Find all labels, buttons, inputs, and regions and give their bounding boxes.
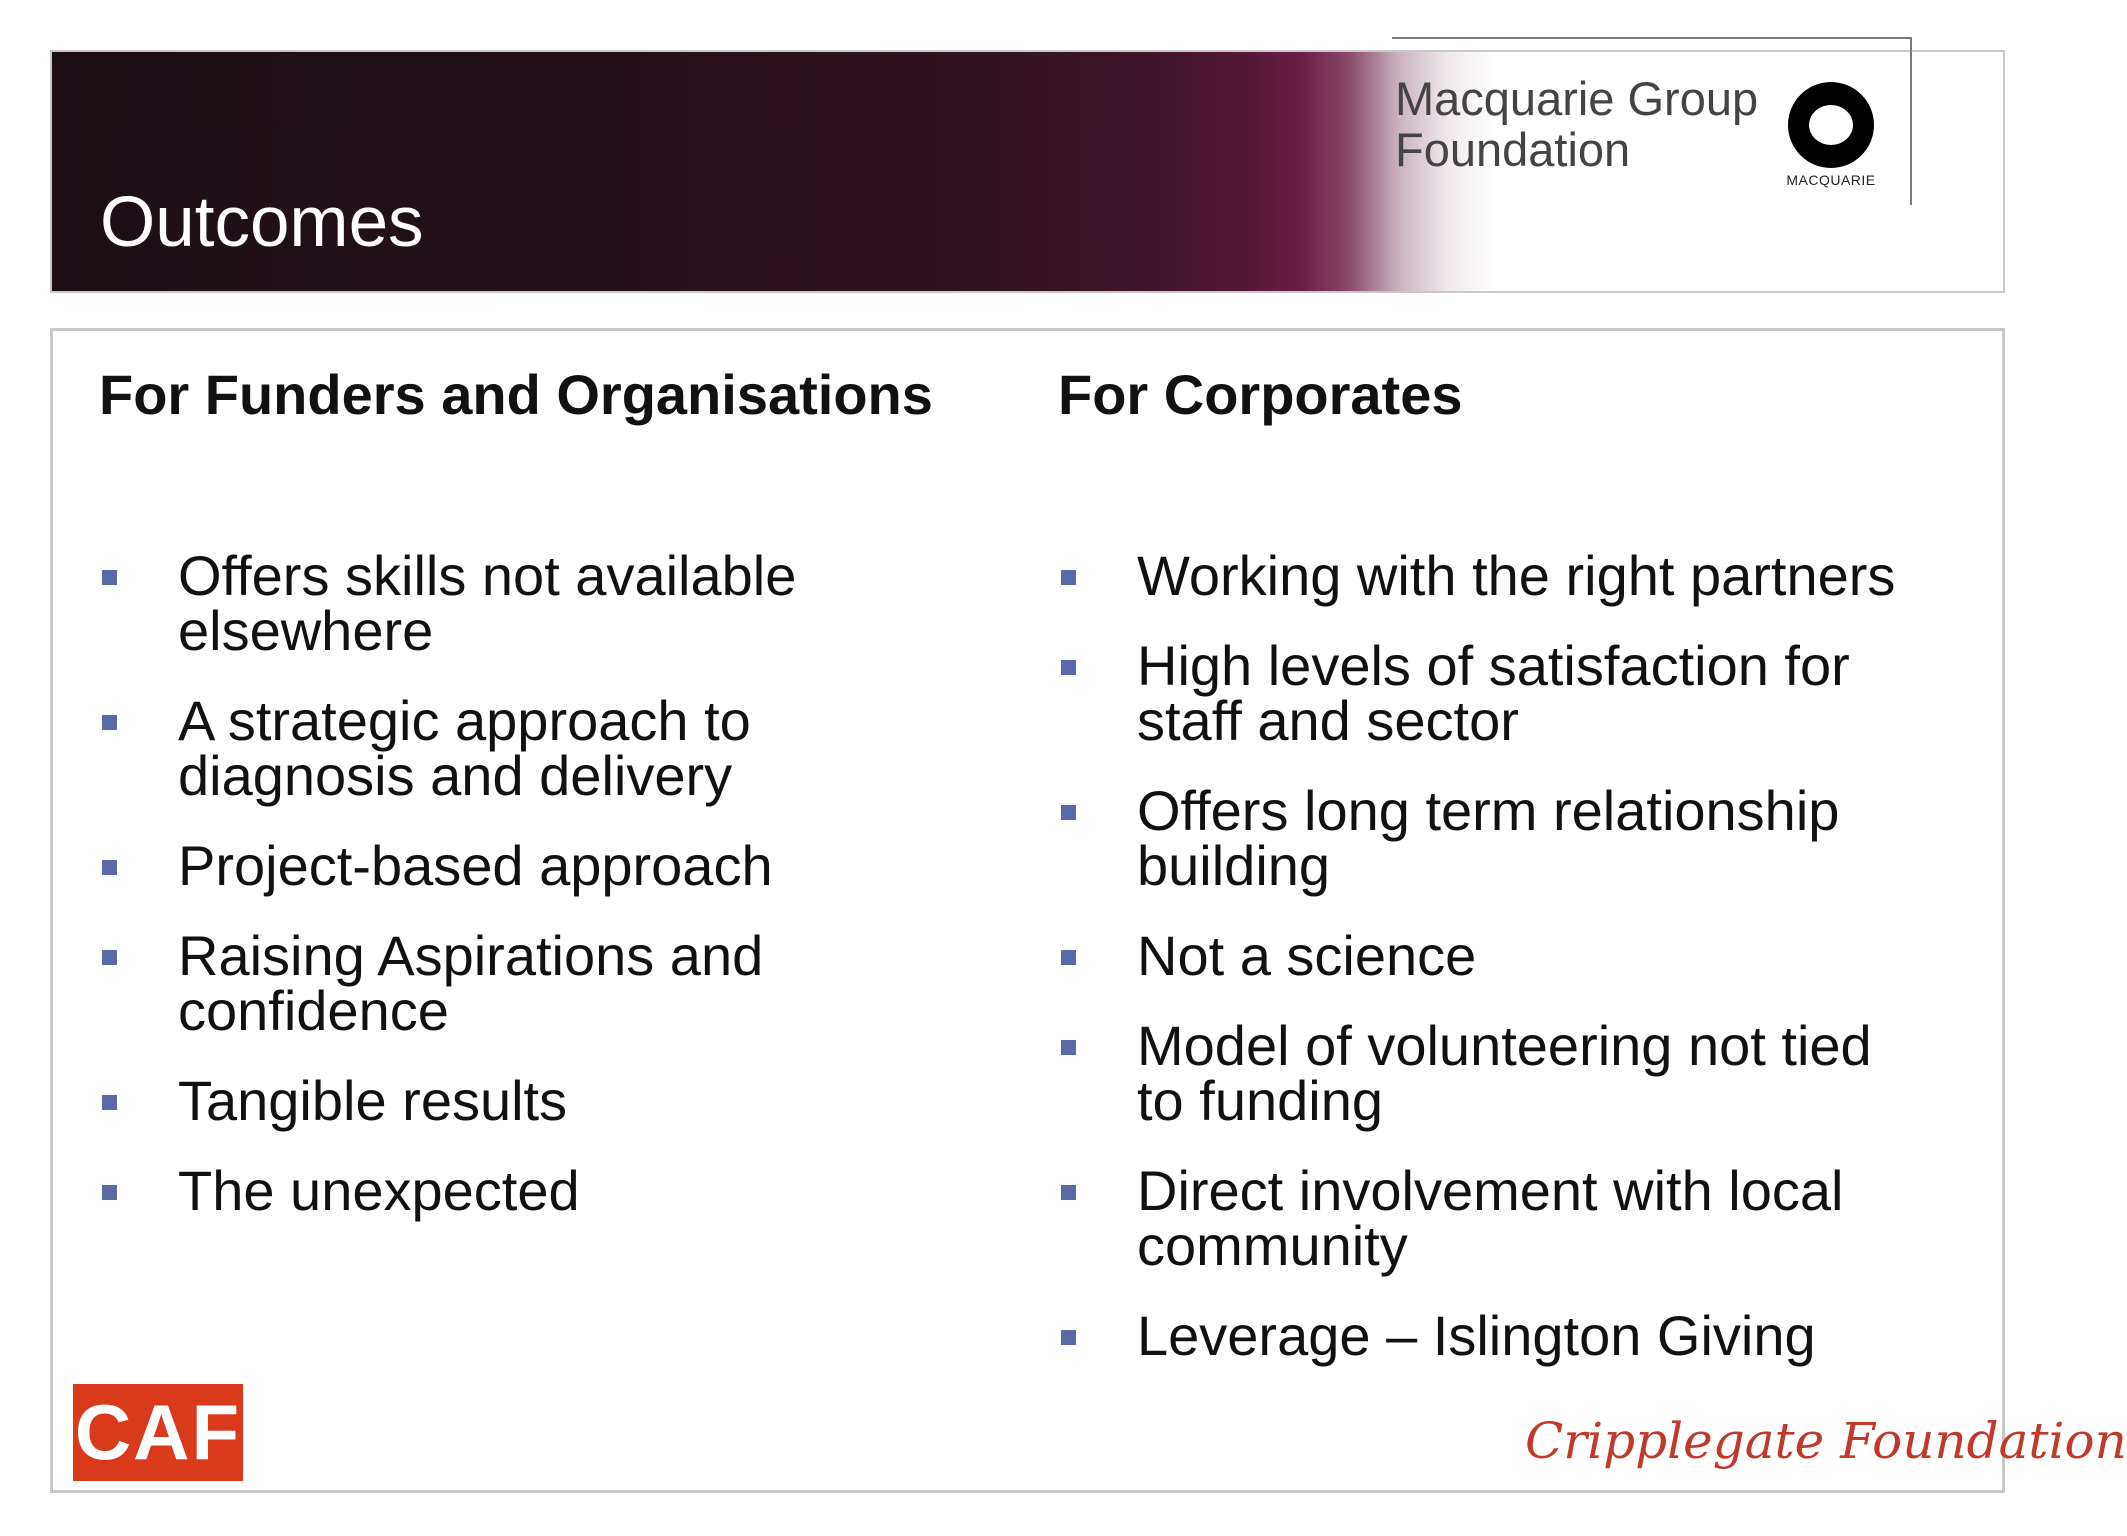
page-title: Outcomes (100, 183, 424, 262)
list-item: Raising Aspirations and confidence (102, 928, 982, 1038)
left-outcome-list (102, 544, 982, 1253)
list-item: Leverage – Islington Giving (1061, 1308, 1991, 1363)
macquarie-ring-icon (1776, 74, 1886, 184)
right-outcome-list (1061, 544, 1991, 1398)
list-item: Project-based approach (102, 838, 982, 893)
list-item: High levels of satisfaction for staff and sector (1061, 638, 1991, 748)
square-bullet-icon (1061, 570, 1076, 585)
list-item: Working with the right partners (1061, 548, 1991, 603)
list-item: A strategic approach to diagnosis and delivery (102, 693, 982, 803)
square-bullet-icon (102, 860, 117, 875)
list-item: Direct involvement with local community (1061, 1163, 1991, 1273)
square-bullet-icon (102, 950, 117, 965)
square-bullet-icon (1061, 1185, 1076, 1200)
cripplegate-logo: Cripplegate Foundation (1525, 1412, 2127, 1470)
list-item: Not a science (1061, 928, 1991, 983)
left-column-heading: For Funders and Organisations (99, 363, 933, 426)
macquarie-logo-line1: Macquarie Group (1395, 72, 1759, 125)
square-bullet-icon (102, 570, 117, 585)
square-bullet-icon (1061, 1330, 1076, 1345)
macquarie-wordmark: MACQUARIE (1786, 172, 1876, 188)
square-bullet-icon (1061, 805, 1076, 820)
list-item: Offers skills not available elsewhere (102, 548, 982, 658)
square-bullet-icon (102, 1185, 117, 1200)
list-item: Model of volunteering not tied to funding (1061, 1018, 1991, 1128)
right-column-heading: For Corporates (1058, 363, 1463, 426)
list-item: The unexpected (102, 1163, 982, 1218)
square-bullet-icon (102, 1095, 117, 1110)
square-bullet-icon (1061, 950, 1076, 965)
caf-logo: CAF (73, 1384, 243, 1481)
macquarie-logo-line2: Foundation (1395, 122, 1631, 176)
macquarie-logo-text (1395, 74, 1758, 176)
list-item: Tangible results (102, 1073, 982, 1128)
square-bullet-icon (1061, 660, 1076, 675)
square-bullet-icon (1061, 1040, 1076, 1055)
square-bullet-icon (102, 715, 117, 730)
list-item: Offers long term relationship building (1061, 783, 1991, 893)
